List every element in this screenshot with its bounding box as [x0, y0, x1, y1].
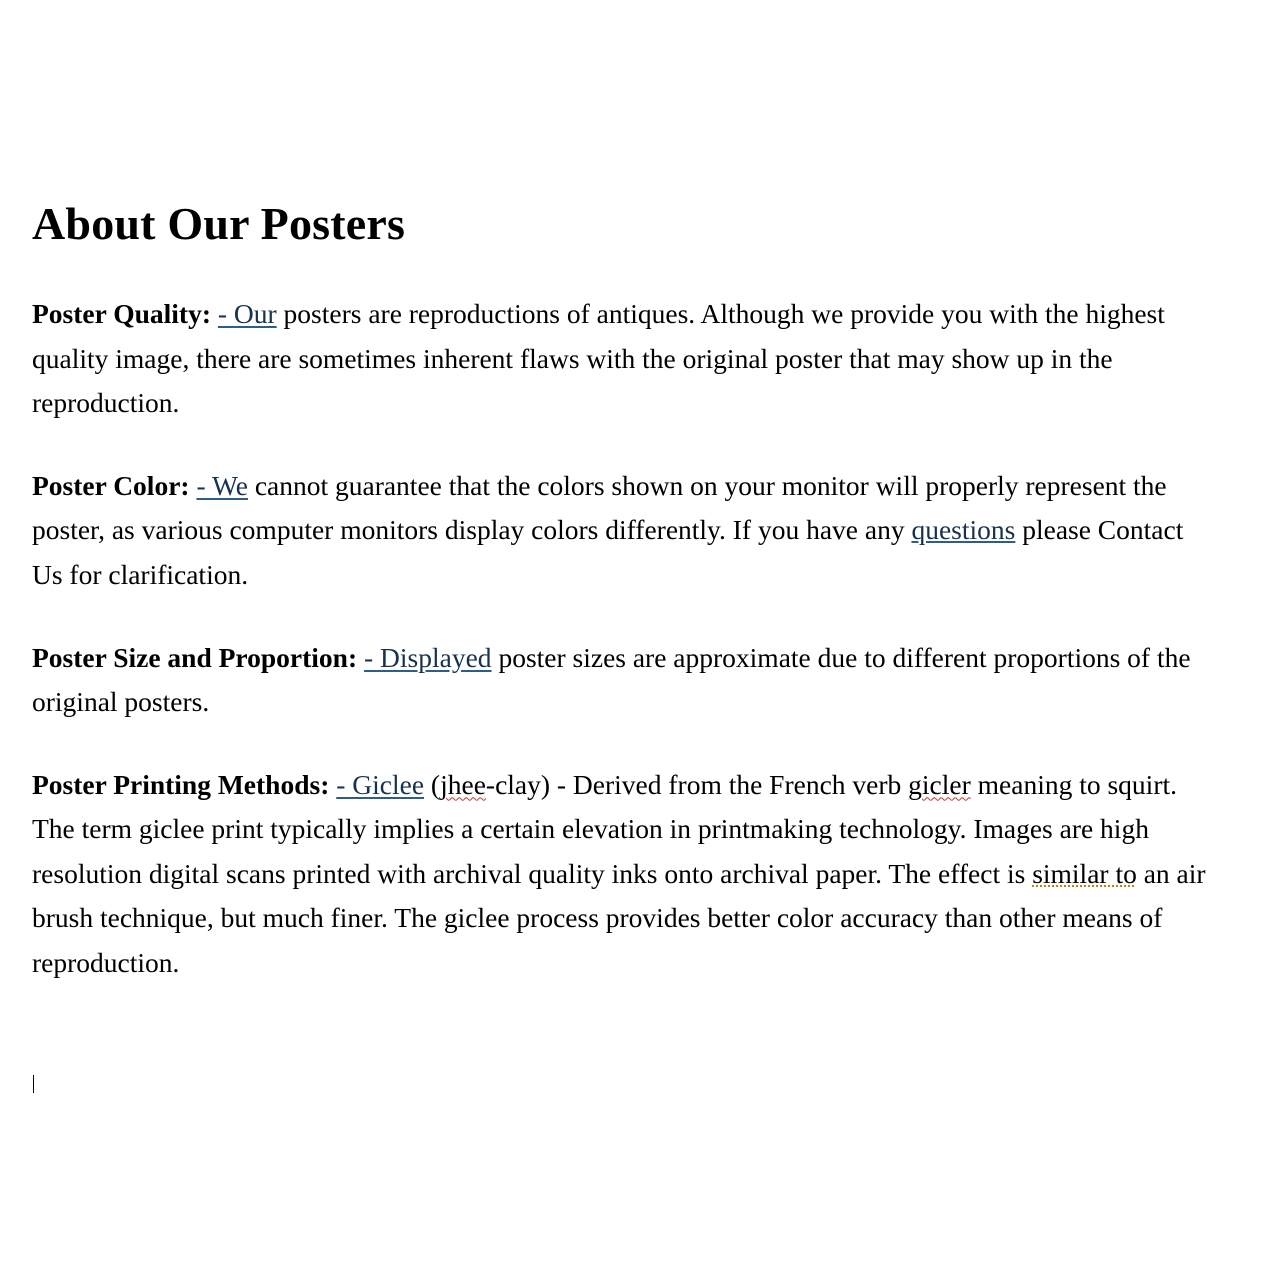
paragraph-body-text: poster sizes are approximate due to different proportions of the original posters. [32, 641, 1191, 718]
paragraph-link-fragment[interactable]: - Giclee [336, 768, 425, 800]
paragraph-link-fragment[interactable]: - Displayed [364, 641, 492, 673]
paragraph-body-text: posters are reproductions of antiques. Although we provide you with the highest quality image, there are sometimes inherent flaws with the original poster that may show up in the reproduction. [32, 298, 1165, 419]
paragraph-body-text-continued: please Contact Us for clarification. [32, 514, 1184, 591]
paragraph-link-fragment[interactable]: - Our [217, 298, 277, 330]
paragraph-link-fragment[interactable]: - We [196, 469, 248, 501]
paragraph-body-text-continued: -clay) - Derived from the French verb [485, 768, 909, 800]
paragraph-poster-quality [32, 292, 1208, 426]
paragraph-body-text-continued-2: meaning to squirt. The term giclee print typically implies a certain elevation in printmaking technology. Images are high resolution digital scans printed with archival quality inks onto archival paper. The effect is [32, 768, 1177, 889]
spellcheck-word-gicler: gicler [908, 768, 971, 800]
paragraph-poster-size-proportion [32, 636, 1208, 725]
paragraph-body-text-continued-3: an air brush technique, but much finer. The giclee process provides better color accuracy than other means of reproduction. [32, 857, 1206, 978]
paragraph-poster-printing-methods [32, 763, 1208, 986]
questions-link[interactable]: questions [911, 514, 1016, 546]
spellcheck-word-jhee: jhee [440, 768, 486, 800]
paragraph-lead-label: Poster Color: [32, 469, 190, 501]
paragraph-lead-label: Poster Size and Proportion: [32, 641, 358, 673]
page-title: About Our Posters [32, 198, 406, 249]
paragraph-lead-label: Poster Printing Methods: [32, 768, 330, 800]
paragraph-lead-label: Poster Quality: [32, 298, 211, 330]
paragraph-body-text: cannot guarantee that the colors shown on your monitor will properly represent the poster, as various computer monitors display colors differently. If you have any [32, 469, 1167, 546]
text-cursor [33, 1075, 34, 1093]
paragraph-poster-color [32, 464, 1208, 598]
grammarcheck-phrase-similar-to: similar to [1032, 857, 1137, 889]
paragraph-body-text: ( [424, 768, 441, 800]
